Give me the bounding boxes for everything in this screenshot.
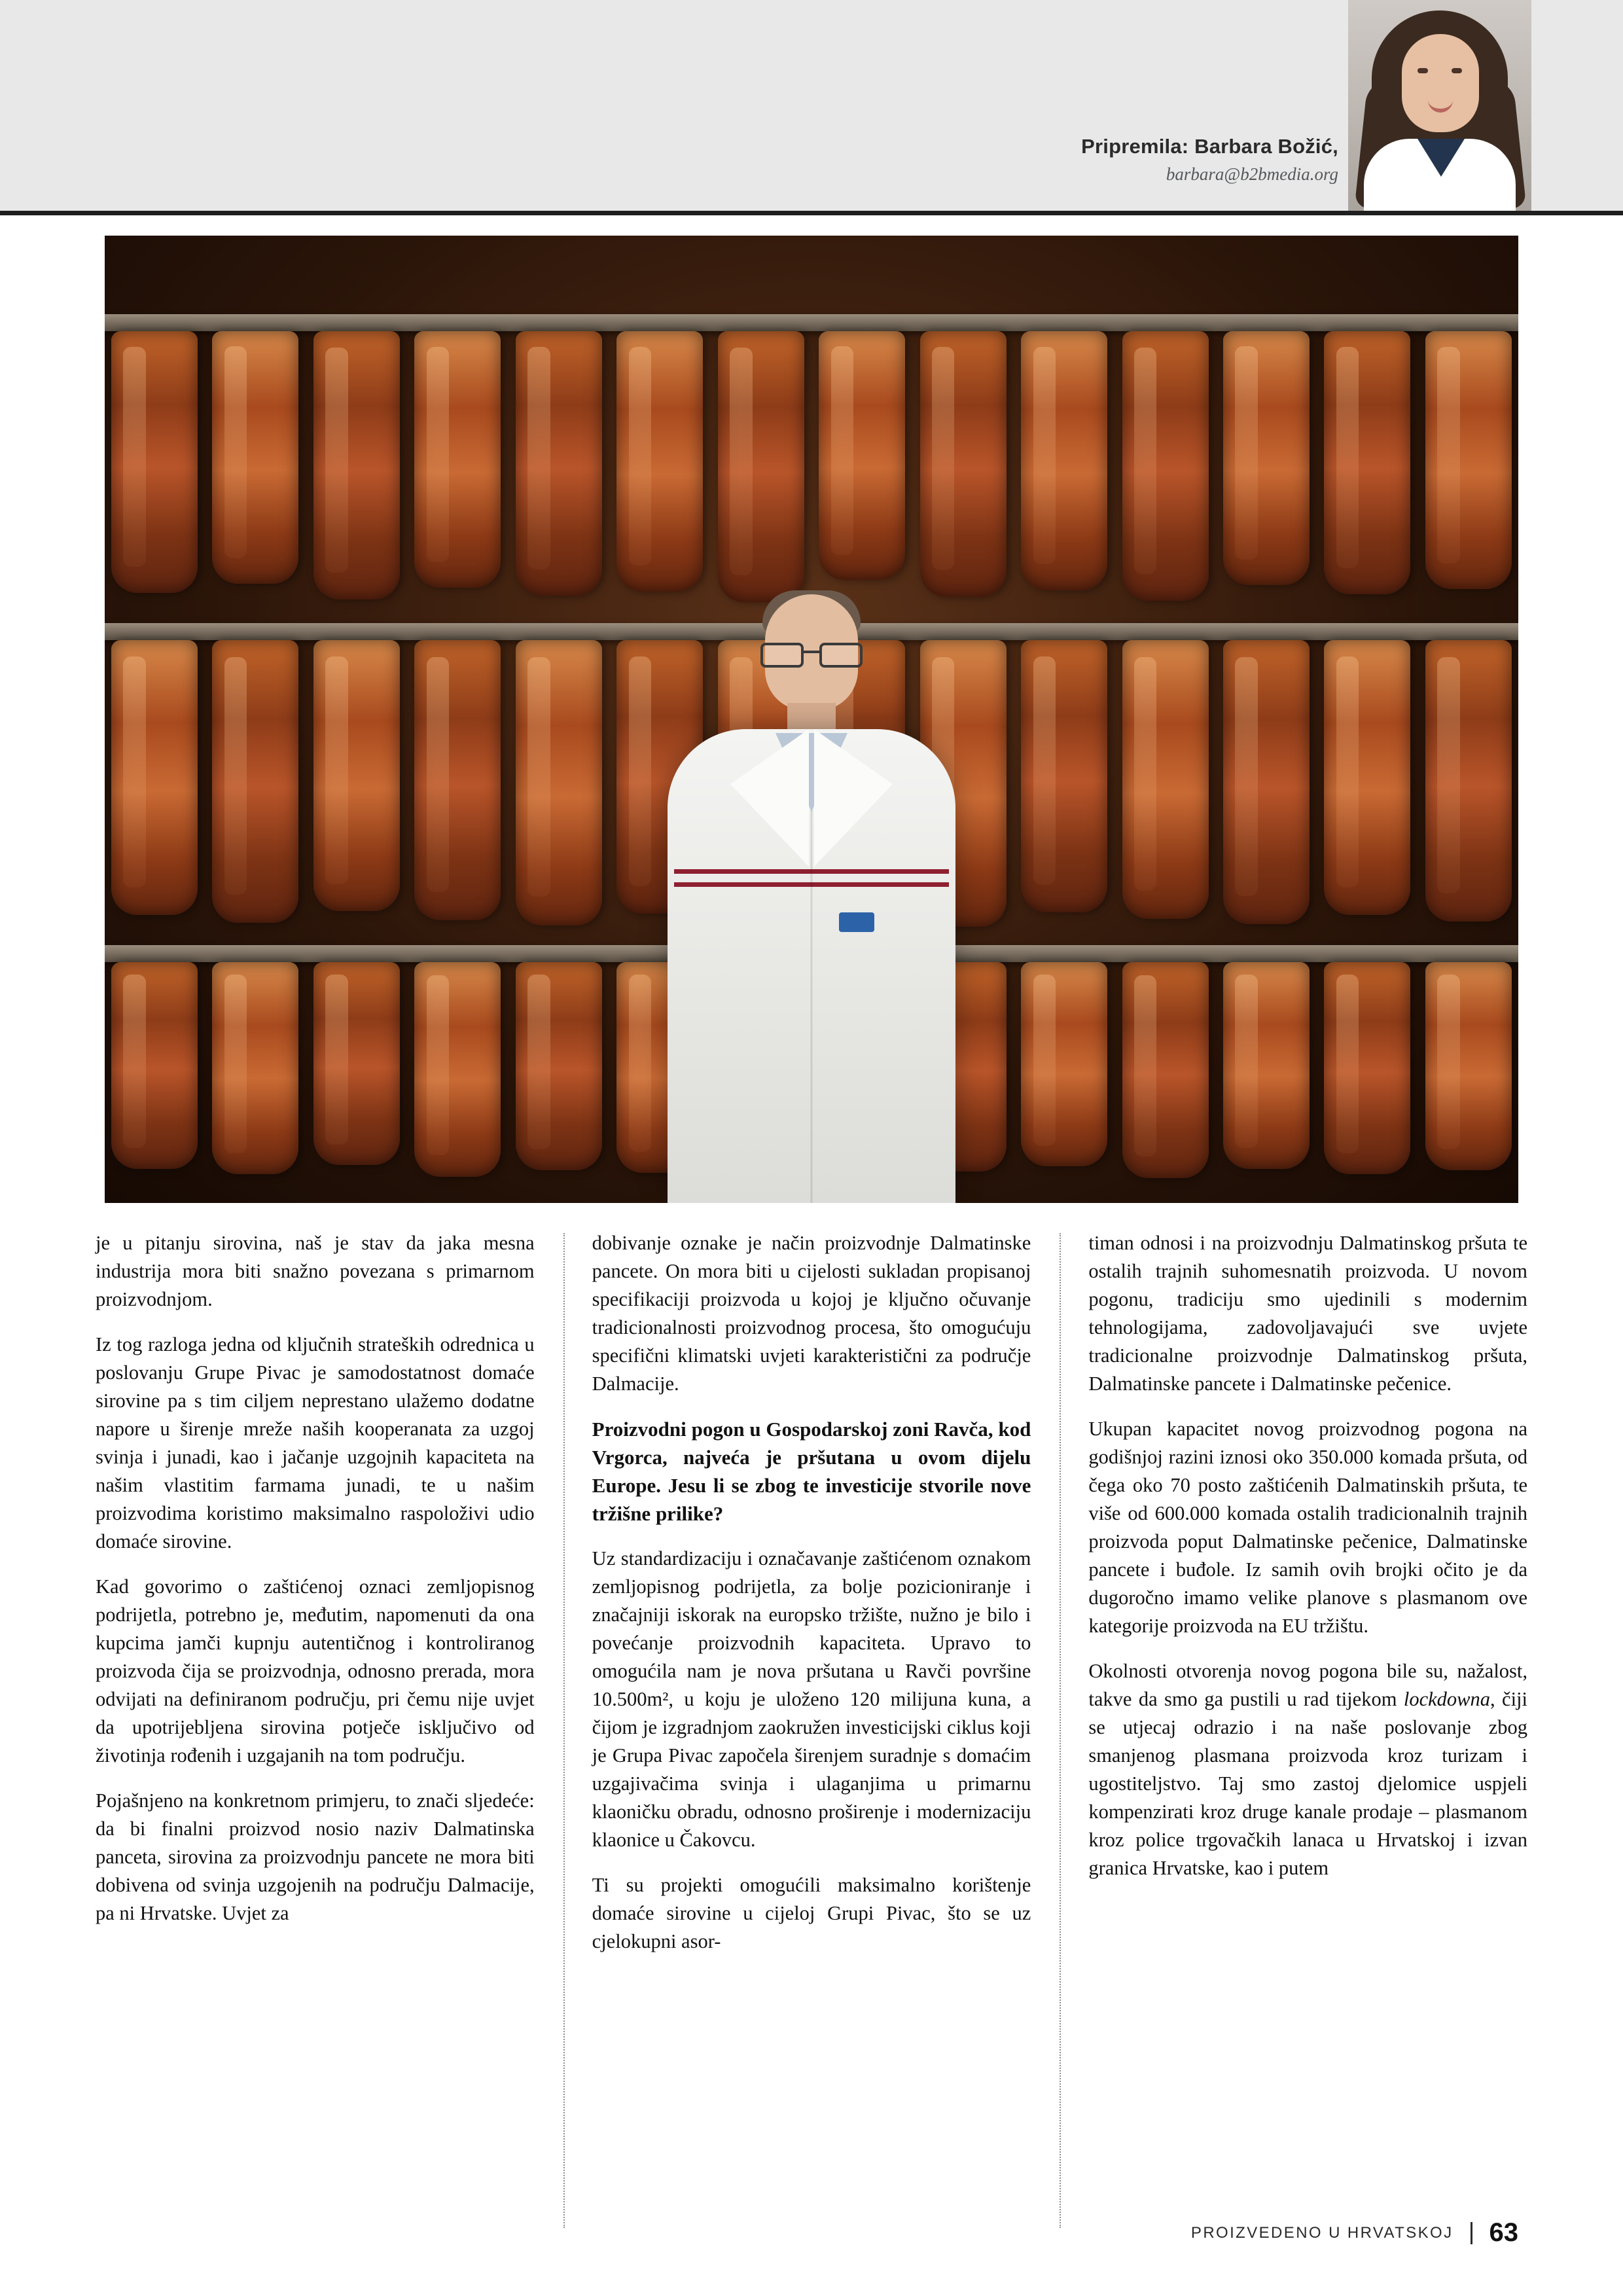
hanging-meat (1425, 640, 1512, 922)
page-number: 63 (1489, 2218, 1518, 2247)
paragraph-with-emphasis (1088, 1657, 1527, 1882)
article-hero-photo (105, 236, 1518, 1203)
paragraph: Ti su projekti omogućili maksimalno korištenje domaće sirovine u cijeloj Grupi Pivac, što se uz cjelokupni asor- (592, 1874, 1031, 1952)
paragraph: Uz standardizaciju i označavanje zaštićenom oznakom zemljopisnog podrijetla, za bolje pozicioniranje i značajniji iskorak na europsko tržište, nužno je bilo i povećanje proizvodnih kapaciteta. Upravo to omogućila nam je nova pršutana u Ravči površine 10.500m², u koju je uloženo 120 milijuna kuna, a čijom je izgradnjom zaokružen investicijski ciklus koji je Grupa Pivac započela širenjem suradnje s domaćim uzgajivačima svinja i ulaganjima u primarnu klaoničku obradu, odnosno proširenje i modernizaciju klaonice u Čakovcu. (592, 1547, 1031, 1851)
hanging-meat (516, 640, 602, 925)
hanging-meat (313, 640, 400, 911)
hanging-meat (212, 640, 298, 923)
portrait-face (1402, 34, 1479, 132)
hanging-meat (616, 331, 703, 592)
article-body (96, 1229, 1527, 1973)
paragraph: Pojašnjeno na konkretnom primjeru, to znači sljedeće: da bi finalni proizvod nosio naziv Dalmatinska panceta, sirovina za proizvodnju pancete ne mora biti dobivena od svinja uzgojenih na području Dalmacije, pa ni Hrvatske. Uvjet za (96, 1789, 535, 1924)
hanging-meat (212, 962, 298, 1174)
paragraph: Iz tog razloga jedna od ključnih strateških odrednica u poslovanju Grupe Pivac je samodostatnost domaće sirovine pa s tim ciljem neprestano ulažemo dodatne napore u širenje mreže naših kooperanata za uzgoj svinja i junadi, kao i jačanje uzgojnih kapaciteta na našim vlastitim farmama junadi, te u našim proizvodima koristimo maksimalno raspoloživi udio domaće sirovine. (96, 1333, 535, 1552)
hanging-meat (1122, 331, 1209, 601)
hanging-meat (1122, 962, 1209, 1178)
hanging-meat (1324, 331, 1410, 594)
hanging-meat (718, 331, 804, 602)
coat-center-seam (811, 810, 813, 1203)
hanging-meat (414, 331, 501, 588)
hanging-meat (1021, 331, 1107, 590)
page-footer (1191, 2218, 1518, 2248)
portrait-eye-right (1452, 68, 1462, 73)
hanging-meat (313, 962, 400, 1165)
hanging-meat (1223, 640, 1310, 924)
paragraph: Kad govorimo o zaštićenoj oznaci zemljopisnog podrijetla, potrebno je, međutim, napomenuti da ona kupcima jamči kupnju autentičnog i kontroliranog proizvoda čija se proizvodnja, odnosno prerada, mora odvijati na definiranom području, pri čemu nije uvjet da upotrijebljena sirovina potječe isključivo od životinja rođenih i uzgajanih na tom području. (96, 1575, 535, 1767)
hanging-meat (1223, 331, 1310, 585)
hanging-meat (1425, 331, 1512, 589)
paragraph: timan odnosi i na proizvodnju Dalmatinskog pršuta te ostalih trajnih suhomesnatih proizvoda. U novom pogonu, tradiciju smo ujedinili s modernim tehnologijama, zadovoljavajući sve uvjete tradicionalne proizvodnje Dalmatinskog pršuta, Dalmatinske pancete i Dalmatinske pečenice. (1088, 1232, 1528, 1395)
text-column-2 (563, 1229, 1031, 1973)
coat-company-logo (839, 912, 874, 932)
hanging-meat (111, 331, 198, 593)
hanging-meat (1122, 640, 1209, 919)
hanging-meat (1324, 640, 1410, 915)
paragraph: dobivanje oznake je način proizvodnje Dalmatinske pancete. On mora biti u cijelosti sukladan propisanoj specifikaciji proizvoda u kojoj je ključno očuvanje tradicionalnosti proizvodnog procesa, što omogućuju specifični klimatski uvjeti karakteristični za područje Dalmacije. (592, 1232, 1031, 1395)
footer-publication-label: PROIZVEDENO U HRVATSKOJ (1190, 2223, 1454, 2242)
hanging-meat (1223, 962, 1310, 1169)
hanging-meat (111, 962, 198, 1169)
hanging-meat (516, 331, 602, 596)
hanging-meat (414, 640, 501, 920)
glasses-lens-right (819, 643, 863, 668)
person-in-white-coat (668, 594, 955, 1203)
author-portrait-photo (1348, 0, 1531, 211)
byline-author-email: barbara@b2bmedia.org (1166, 164, 1338, 184)
meat-row-1 (105, 331, 1518, 606)
paragraph-text-after: , čiji se utjecaj odrazio i na naše poslovanje zbog smanjenog plasmana proizvoda kroz turizam i ugostiteljstvo. Taj smo zastoj djelomice uspjeli kompenzirati kroz druge kanale prodaje – plasmanom kroz police trgovačkih lanaca u Hrvatskoj i izvan granica Hrvatske, kao i putem (1088, 1688, 1528, 1879)
hanging-meat (920, 331, 1007, 597)
text-column-3 (1060, 1229, 1527, 1973)
byline-author-name: Pripremila: Barbara Božić, (1081, 135, 1338, 158)
text-column-1 (96, 1229, 535, 1973)
hanging-meat (1021, 962, 1107, 1166)
hanging-meat (819, 331, 905, 580)
interview-question: Proizvodni pogon u Gospodarskoj zoni Ravča, kod Vrgorca, najveća je pršutana u ovom dijelu Europe. Jesu li se zbog te investicije stvorile nove tržišne prilike? (592, 1418, 1031, 1525)
hanging-meat (313, 331, 400, 600)
emphasized-term: lockdowna (1403, 1688, 1490, 1710)
page-header (0, 0, 1623, 211)
drying-rack-bar-1 (105, 314, 1518, 331)
hanging-meat (516, 962, 602, 1170)
footer-separator (1471, 2222, 1472, 2244)
hanging-meat (212, 331, 298, 584)
byline (1081, 134, 1338, 185)
hanging-meat (111, 640, 198, 915)
hanging-meat (1324, 962, 1410, 1174)
hanging-meat (1021, 640, 1107, 912)
hanging-meat (1425, 962, 1512, 1170)
glasses-icon (760, 643, 863, 662)
glasses-lens-left (760, 643, 804, 668)
paragraph-text-before: Okolnosti otvorenja novog pogona bile su, nažalost, takve da smo ga pustili u rad tijekom (1088, 1660, 1528, 1710)
hanging-meat (414, 962, 501, 1177)
paragraph: Ukupan kapacitet novog proizvodnog pogona na godišnjoj razini iznosi oko 350.000 komada pršuta, od čega oko 70 posto zaštićenih Dalmatinskih pršuta, te više od 600.000 komada ostalih tradicionalnih trajnih proizvoda poput Dalmatinske pečenice, Dalmatinske pancete i buđole. Iz samih ovih brojki očito je da dugoročno imamo velike planove s plasmanom ove kategorije proizvoda na EU tržištu. (1088, 1418, 1528, 1637)
header-divider-rule (0, 211, 1623, 215)
paragraph: je u pitanju sirovina, naš je stav da jaka mesna industrija mora biti snažno povezana s primarnom proizvodnjom. (96, 1232, 535, 1310)
portrait-eye-left (1418, 68, 1428, 73)
